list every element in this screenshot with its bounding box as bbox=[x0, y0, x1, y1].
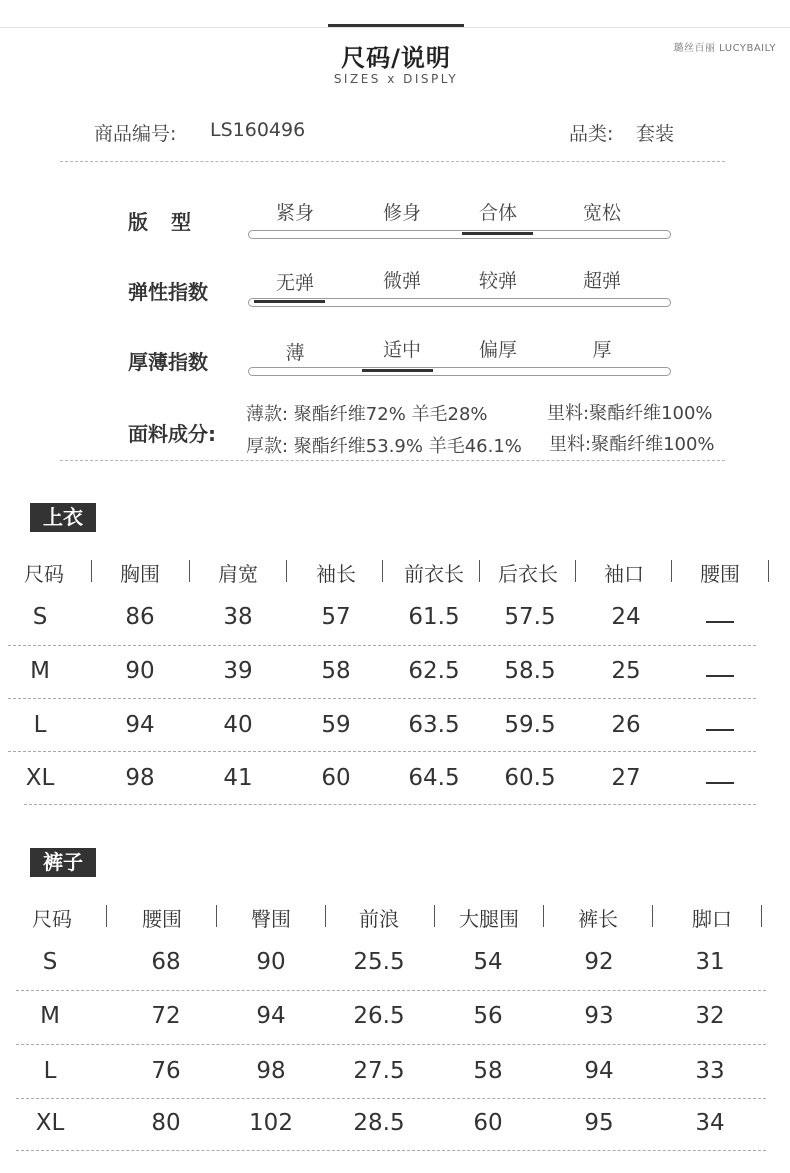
back-length-cell: 59.5 bbox=[504, 712, 556, 738]
cuff-cell: 26 bbox=[611, 712, 641, 738]
shoulder-cell: 41 bbox=[223, 765, 253, 791]
top-col-divider bbox=[286, 560, 287, 582]
thigh-cell: 60 bbox=[473, 1110, 503, 1136]
hip-cell: 94 bbox=[256, 1003, 286, 1029]
front-length-cell: 62.5 bbox=[408, 658, 460, 684]
top-table-header bbox=[0, 558, 790, 584]
top-col-front-length: 前衣长 bbox=[404, 562, 464, 586]
size-cell: L bbox=[33, 712, 47, 738]
hem-cell: 34 bbox=[695, 1110, 725, 1136]
shoulder-cell: 40 bbox=[223, 712, 253, 738]
back-length-cell: 58.5 bbox=[504, 658, 556, 684]
front-rise-cell: 27.5 bbox=[353, 1058, 405, 1084]
chest-cell: 98 bbox=[125, 765, 155, 791]
top-col-divider bbox=[382, 560, 383, 582]
pants-col-divider bbox=[761, 905, 762, 927]
size-cell: XL bbox=[25, 765, 55, 791]
fit-option-regular: 合体 bbox=[478, 202, 517, 224]
table-row bbox=[0, 949, 790, 983]
hip-cell: 90 bbox=[256, 949, 286, 975]
waist-cell: 76 bbox=[151, 1058, 181, 1084]
front-rise-cell: 28.5 bbox=[353, 1110, 405, 1136]
table-row bbox=[0, 604, 790, 638]
row-divider bbox=[16, 990, 766, 991]
fit-option-slim: 修身 bbox=[382, 202, 421, 224]
cuff-cell: 27 bbox=[611, 765, 641, 791]
table-row bbox=[0, 765, 790, 799]
elasticity-label: 弹性指数 bbox=[128, 280, 208, 304]
size-cell: M bbox=[30, 658, 50, 684]
row-divider bbox=[8, 698, 756, 699]
thigh-cell: 58 bbox=[473, 1058, 503, 1084]
pants-col-length: 裤长 bbox=[578, 907, 618, 931]
fabric-thick-composition: 厚款: 聚酯纤维53.9% 羊毛46.1% bbox=[246, 436, 522, 457]
elasticity-scale-indicator bbox=[254, 300, 325, 303]
pants-col-divider bbox=[434, 905, 435, 927]
thickness-scale-track bbox=[248, 367, 671, 376]
top-col-divider bbox=[91, 560, 92, 582]
table-row bbox=[0, 658, 790, 692]
waist-cell-dash bbox=[706, 782, 734, 784]
top-col-back-length: 后衣长 bbox=[498, 562, 558, 586]
fit-scale-indicator bbox=[462, 232, 533, 235]
title-accent-bar bbox=[328, 24, 464, 27]
top-col-shoulder: 肩宽 bbox=[218, 562, 258, 586]
info-divider bbox=[60, 161, 725, 162]
top-col-cuff: 袖口 bbox=[604, 562, 644, 586]
shoulder-cell: 39 bbox=[223, 658, 253, 684]
top-col-divider bbox=[189, 560, 190, 582]
brand-logo-text: 璐丝百丽 LUCYBAILY bbox=[673, 43, 776, 54]
table-row bbox=[0, 1003, 790, 1037]
front-length-cell: 61.5 bbox=[408, 604, 460, 630]
elasticity-option-medium: 较弹 bbox=[478, 270, 517, 292]
hem-cell: 32 bbox=[695, 1003, 725, 1029]
sleeve-cell: 57 bbox=[321, 604, 351, 630]
row-divider bbox=[16, 1150, 766, 1151]
top-col-waist: 腰围 bbox=[700, 562, 740, 586]
category-value: 套装 bbox=[636, 123, 675, 145]
top-col-size: 尺码 bbox=[24, 562, 64, 586]
size-cell: L bbox=[43, 1058, 57, 1084]
hem-cell: 31 bbox=[695, 949, 725, 975]
thickness-option-thicker: 偏厚 bbox=[478, 339, 517, 361]
back-length-cell: 60.5 bbox=[504, 765, 556, 791]
pants-col-divider bbox=[216, 905, 217, 927]
attributes-divider bbox=[60, 460, 725, 461]
back-length-cell: 57.5 bbox=[504, 604, 556, 630]
pants-table-header bbox=[0, 903, 790, 929]
row-divider bbox=[16, 1098, 766, 1099]
front-rise-cell: 25.5 bbox=[353, 949, 405, 975]
size-cell: S bbox=[42, 949, 58, 975]
product-code-label: 商品编号: bbox=[94, 123, 177, 145]
front-length-cell: 63.5 bbox=[408, 712, 460, 738]
row-divider bbox=[8, 751, 756, 752]
thickness-option-medium: 适中 bbox=[382, 339, 421, 361]
thigh-cell: 54 bbox=[473, 949, 503, 975]
pants-col-divider bbox=[106, 905, 107, 927]
fit-scale-track bbox=[248, 230, 671, 239]
fabric-label: 面料成分: bbox=[128, 422, 216, 446]
hip-cell: 98 bbox=[256, 1058, 286, 1084]
pants-col-waist: 腰围 bbox=[142, 907, 182, 931]
sleeve-cell: 60 bbox=[321, 765, 351, 791]
product-code-value: LS160496 bbox=[210, 119, 306, 141]
waist-cell: 72 bbox=[151, 1003, 181, 1029]
thickness-option-thin: 薄 bbox=[285, 342, 305, 364]
page-subtitle: SIZES x DISPLY bbox=[333, 72, 459, 86]
hem-cell: 33 bbox=[695, 1058, 725, 1084]
top-section-tag: 上衣 bbox=[30, 503, 96, 532]
top-col-divider bbox=[479, 560, 480, 582]
elasticity-option-none: 无弹 bbox=[275, 272, 314, 294]
elasticity-option-high: 超弹 bbox=[582, 270, 621, 292]
cuff-cell: 24 bbox=[611, 604, 641, 630]
length-cell: 94 bbox=[584, 1058, 614, 1084]
length-cell: 93 bbox=[584, 1003, 614, 1029]
pants-col-size: 尺码 bbox=[32, 907, 72, 931]
top-col-chest: 胸围 bbox=[120, 562, 160, 586]
table-row bbox=[0, 1058, 790, 1092]
category-label: 品类: bbox=[569, 123, 614, 145]
waist-cell-dash bbox=[706, 621, 734, 623]
size-cell: S bbox=[32, 604, 48, 630]
fabric-thin-lining: 里料:聚酯纤维100% bbox=[547, 403, 713, 424]
pants-col-divider bbox=[325, 905, 326, 927]
pants-col-hip: 臀围 bbox=[251, 907, 291, 931]
pants-section-tag: 裤子 bbox=[30, 848, 96, 877]
chest-cell: 90 bbox=[125, 658, 155, 684]
table-row bbox=[0, 712, 790, 746]
table-row bbox=[0, 1110, 790, 1144]
row-divider bbox=[16, 1044, 766, 1045]
hip-cell: 102 bbox=[249, 1110, 293, 1136]
size-cell: XL bbox=[35, 1110, 65, 1136]
fit-option-tight: 紧身 bbox=[275, 202, 314, 224]
sleeve-cell: 59 bbox=[321, 712, 351, 738]
elasticity-scale-track bbox=[248, 298, 671, 307]
fit-option-loose: 宽松 bbox=[582, 202, 621, 224]
thigh-cell: 56 bbox=[473, 1003, 503, 1029]
chest-cell: 86 bbox=[125, 604, 155, 630]
front-rise-cell: 26.5 bbox=[353, 1003, 405, 1029]
pants-col-front-rise: 前浪 bbox=[359, 907, 399, 931]
thickness-option-thick: 厚 bbox=[592, 339, 612, 361]
top-divider bbox=[0, 27, 790, 28]
top-col-divider bbox=[671, 560, 672, 582]
cuff-cell: 25 bbox=[611, 658, 641, 684]
chest-cell: 94 bbox=[125, 712, 155, 738]
waist-cell: 68 bbox=[151, 949, 181, 975]
pants-col-divider bbox=[543, 905, 544, 927]
front-length-cell: 64.5 bbox=[408, 765, 460, 791]
pants-col-hem: 脚口 bbox=[692, 907, 732, 931]
length-cell: 92 bbox=[584, 949, 614, 975]
row-divider bbox=[8, 645, 756, 646]
fabric-thin-composition: 薄款: 聚酯纤维72% 羊毛28% bbox=[246, 404, 488, 425]
row-divider bbox=[24, 804, 756, 805]
fabric-thick-lining: 里料:聚酯纤维100% bbox=[549, 434, 715, 455]
elasticity-option-slight: 微弹 bbox=[382, 270, 421, 292]
page-title: 尺码/说明 bbox=[341, 44, 451, 72]
waist-cell-dash bbox=[706, 729, 734, 731]
pants-col-thigh: 大腿围 bbox=[459, 907, 519, 931]
thickness-scale-indicator bbox=[362, 369, 433, 372]
waist-cell: 80 bbox=[151, 1110, 181, 1136]
top-col-divider bbox=[575, 560, 576, 582]
fit-label: 版 型 bbox=[128, 210, 199, 234]
length-cell: 95 bbox=[584, 1110, 614, 1136]
top-col-divider bbox=[768, 560, 769, 582]
shoulder-cell: 38 bbox=[223, 604, 253, 630]
sleeve-cell: 58 bbox=[321, 658, 351, 684]
pants-col-divider bbox=[652, 905, 653, 927]
size-cell: M bbox=[40, 1003, 60, 1029]
thickness-label: 厚薄指数 bbox=[128, 350, 208, 374]
waist-cell-dash bbox=[706, 675, 734, 677]
top-col-sleeve: 袖长 bbox=[316, 562, 356, 586]
